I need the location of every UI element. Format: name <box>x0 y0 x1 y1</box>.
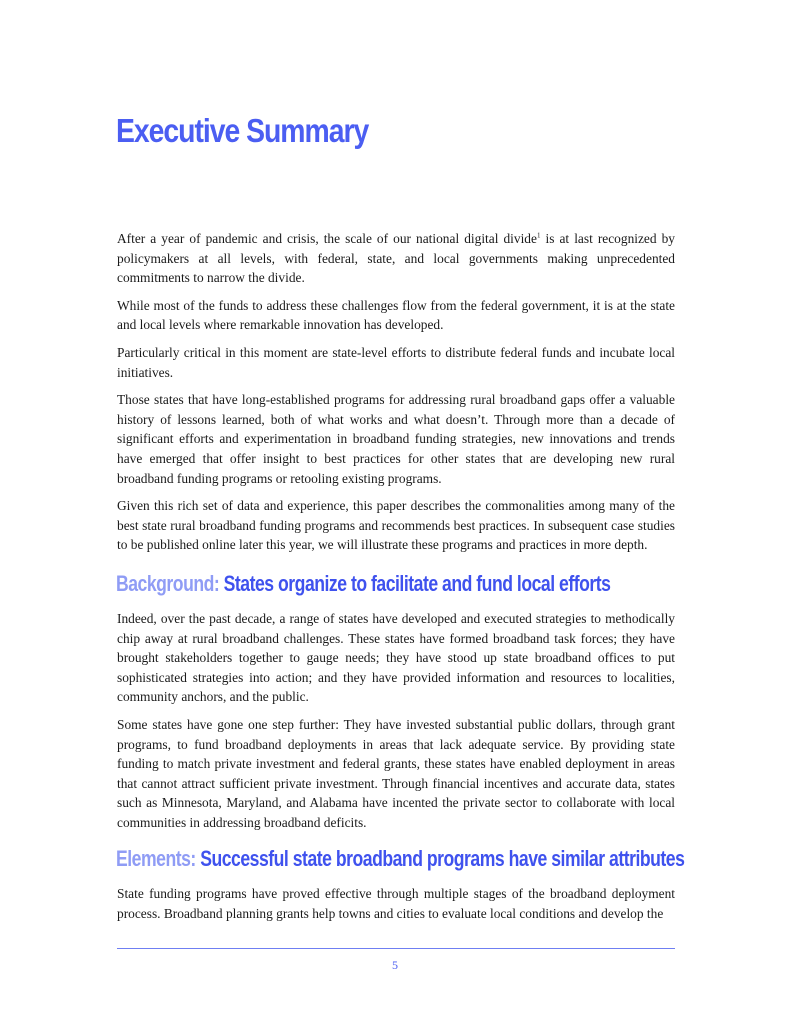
intro-paragraph-1 <box>117 229 675 288</box>
elements-heading <box>116 846 684 872</box>
elements-section <box>117 884 675 931</box>
intro-paragraph-4: Those states that have long-established programs for addressing rural broadband gaps offer a valuable history of lessons learned, both of what works and what doesn’t. Through more than a decade of significant efforts and experimentation in broadband funding strategies, new innovations and trends have emerged that offer insight to best practices for other states that are developing new rural broadband funding programs or retooling existing programs. <box>117 392 675 486</box>
page-number: 5 <box>392 958 398 972</box>
footnote-marker[interactable]: 1 <box>536 231 541 240</box>
intro-paragraph-1-text-cont: is at last recognized by policymakers at all levels, with federal, state, and local governments making unprecedented commitments to narrow the divide. <box>117 231 676 286</box>
footer-rule <box>117 948 675 949</box>
page-title: Executive Summary <box>116 112 369 149</box>
background-heading-lead: Background: <box>116 571 220 596</box>
background-heading-rest: States organize to facilitate and fund local efforts <box>219 571 611 596</box>
elements-heading-rest: Successful state broadband programs have similar attributes <box>195 846 685 871</box>
intro-paragraph-1-text: After a year of pandemic and crisis, the scale of our national digital divide <box>117 231 537 246</box>
elements-paragraph-1: State funding programs have proved effective through multiple stages of the broadband deployment process. Broadband planning grants help towns and cities to evaluate local conditions and develop the <box>117 886 675 921</box>
background-paragraph-1: Indeed, over the past decade, a range of states have developed and executed strategies to methodically chip away at rural broadband challenges. These states have formed broadband task forces; they have brought stakeholders together to gauge needs; they have stood up state broadband offices to put sophisticated strategies into action; and they have provided information and resources to localities, community anchors, and the public. <box>117 611 675 705</box>
elements-heading-lead: Elements: <box>116 846 196 871</box>
intro-paragraph-2: While most of the funds to address these challenges flow from the federal government, it is at the state and local levels where remarkable innovation has developed. <box>117 297 675 333</box>
intro-paragraph-3: Particularly critical in this moment are state-level efforts to distribute federal funds and incubate local initiatives. <box>117 344 675 380</box>
background-paragraph-2: Some states have gone one step further: They have invested substantial public dollars, through grant programs, to fund broadband deployments in areas that lack adequate service. By providing state funding to match private investment and federal grants, these states have enabled deployment in areas that cannot attract sufficient private investment. Through financial incentives and accurate data, states such as Minnesota, Maryland, and Alabama have incented the private sector to collaborate with local communities in addressing broadband deficits. <box>117 716 675 830</box>
background-heading <box>116 571 610 597</box>
intro-section <box>117 229 675 563</box>
intro-paragraph-5: Given this rich set of data and experience, this paper describes the commonalities among many of the best state rural broadband funding programs and recommends best practices. In subsequent case studies to be published online later this year, we will illustrate these programs and practices in more depth. <box>117 498 675 553</box>
background-section <box>117 609 675 841</box>
